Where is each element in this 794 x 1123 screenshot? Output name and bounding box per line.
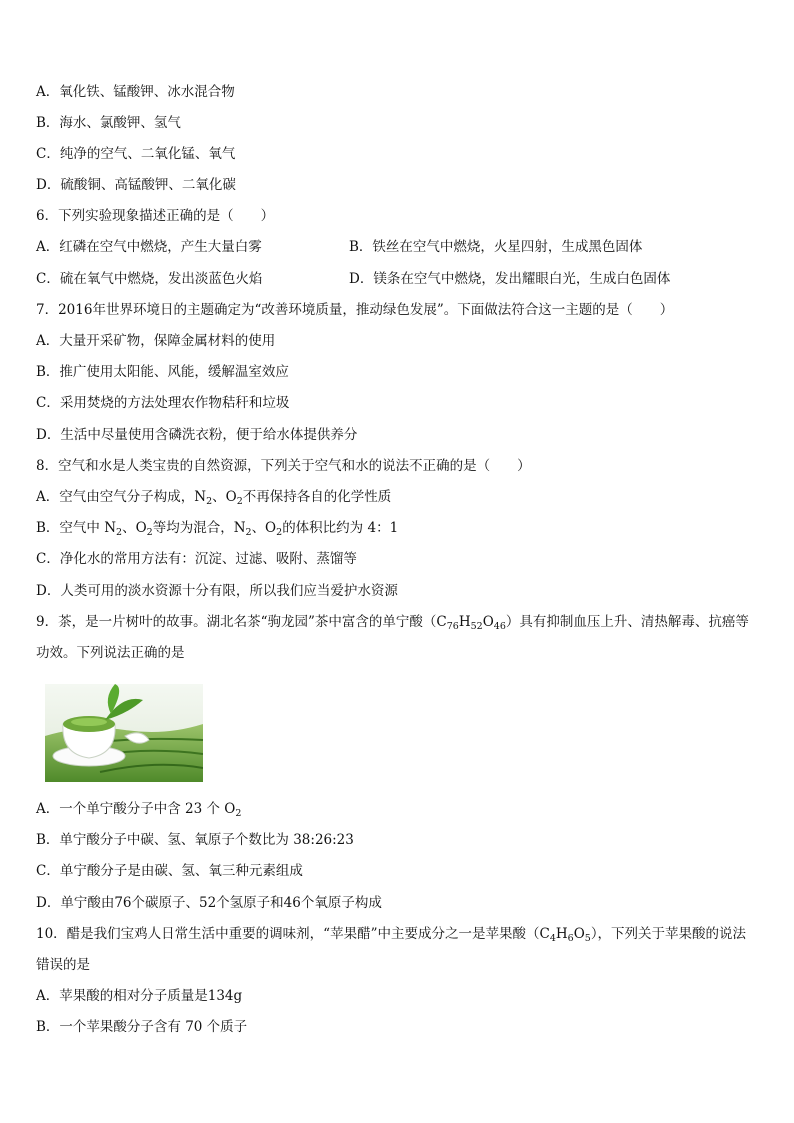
q8-a-text-1: A．空气由空气分子构成，N [36, 489, 207, 505]
q9-formula-o: O [482, 614, 494, 630]
q6-row-1 [36, 237, 756, 257]
q8-b-text-5: 的体积比约为 4：1 [282, 520, 399, 536]
q9-formula-sub-h: 52 [470, 621, 483, 632]
q7-option-d: D．生活中尽量使用含磷洗衣粉，便于给水体提供养分 [36, 427, 358, 443]
q10-stem [36, 924, 746, 944]
q10-formula-sub-c: 4 [549, 933, 556, 944]
q8-option-d: D．人类可用的淡水资源十分有限，所以我们应当爱护水资源 [36, 583, 398, 599]
q7-option-b: B．推广使用太阳能、风能，缓解温室效应 [36, 364, 289, 380]
q6-option-c: C．硫在氧气中燃烧，发出淡蓝色火焰 [36, 271, 263, 287]
q9-option-a [36, 799, 241, 819]
q8-b-sub-1: 2 [116, 527, 123, 538]
q8-b-sub-2: 2 [146, 527, 153, 538]
q9-formula-sub-c: 76 [446, 621, 459, 632]
tea-illustration [45, 684, 203, 782]
q9-formula-h: H [458, 614, 471, 630]
q10-stem-text-2: ），下列关于苹果酸的说法 [590, 926, 747, 942]
q5-option-d: D．硫酸铜、高锰酸钾、二氧化碳 [36, 177, 236, 193]
q9-stem [36, 612, 749, 632]
q9-stem-text-1: 9．茶，是一片树叶的故事。湖北名茶“驹龙园”茶中富含的单宁酸（C [36, 614, 447, 630]
q10-formula-sub-o: 5 [584, 933, 591, 944]
q9-stem-text-2: ）具有抑制血压上升、清热解毒、抗癌等 [505, 614, 749, 630]
q8-stem: 8．空气和水是人类宝贵的自然资源，下列关于空气和水的说法不正确的是（ ） [36, 458, 531, 474]
q8-a-text-3: 不再保持各自的化学性质 [242, 489, 392, 505]
q10-stem-line-2: 错误的是 [36, 957, 90, 973]
q7-option-a: A．大量开采矿物，保障金属材料的使用 [36, 333, 276, 349]
q10-formula-o: O [573, 926, 585, 942]
q9-option-d: D．单宁酸由76个碳原子、52个氢原子和46个氧原子构成 [36, 895, 382, 911]
q5-option-b: B．海水、氯酸钾、氢气 [36, 115, 181, 131]
q9-option-c: C．单宁酸分子是由碳、氢、氧三种元素组成 [36, 863, 303, 879]
q6-option-b: B．铁丝在空气中燃烧，火星四射，生成黑色固体 [349, 239, 643, 255]
q10-option-b: B．一个苹果酸分子含有 70 个质子 [36, 1019, 248, 1035]
q8-option-b [36, 518, 398, 538]
q8-option-c: C．净化水的常用方法有：沉淀、过滤、吸附、蒸馏等 [36, 551, 357, 567]
q5-option-c: C．纯净的空气、二氧化锰、氧气 [36, 146, 236, 162]
q9-a-sub: 2 [235, 808, 242, 819]
q8-b-text-2: 、O [122, 520, 147, 536]
q8-b-sub-3: 2 [245, 527, 252, 538]
q6-stem: 6．下列实验现象描述正确的是（ ） [36, 208, 275, 224]
q10-formula-h: H [555, 926, 568, 942]
q8-option-a [36, 487, 391, 507]
q6-option-d: D．镁条在空气中燃烧，发出耀眼白光，生成白色固体 [349, 271, 671, 287]
q10-option-a: A．苹果酸的相对分子质量是134g [36, 988, 243, 1004]
q8-b-text-3: 等均为混合，N [152, 520, 246, 536]
q9-stem-line-2: 功效。下列说法正确的是 [36, 645, 185, 661]
q8-b-sub-4: 2 [276, 527, 283, 538]
q9-a-text: A．一个单宁酸分子中含 23 个 O [36, 801, 236, 817]
q7-stem: 7．2016年世界环境日的主题确定为“改善环境质量，推动绿色发展”。下面做法符合这一主题的是（ ） [36, 302, 674, 318]
q6-option-a: A．红磷在空气中燃烧，产生大量白雾 [36, 239, 262, 255]
q8-b-text-1: B．空气中 N [36, 520, 117, 536]
q9-option-b: B．单宁酸分子中碳、氢、氧原子个数比为 38:26:23 [36, 832, 354, 848]
q8-b-text-4: 、O [251, 520, 277, 536]
q7-option-c: C．采用焚烧的方法处理农作物秸秆和垃圾 [36, 395, 290, 411]
q5-option-a: A．氧化铁、锰酸钾、冰水混合物 [36, 84, 235, 100]
q9-formula-sub-o: 46 [493, 621, 506, 632]
q8-a-sub-2: 2 [236, 496, 243, 507]
q10-stem-text-1: 10．醋是我们宝鸡人日常生活中重要的调味剂，“苹果醋”中主要成分之一是苹果酸（C [36, 926, 550, 942]
q8-a-sub-1: 2 [206, 496, 213, 507]
q8-a-text-2: 、O [212, 489, 237, 505]
q6-row-2 [36, 269, 756, 289]
tea-image [45, 684, 203, 782]
q10-formula-sub-h: 6 [567, 933, 574, 944]
